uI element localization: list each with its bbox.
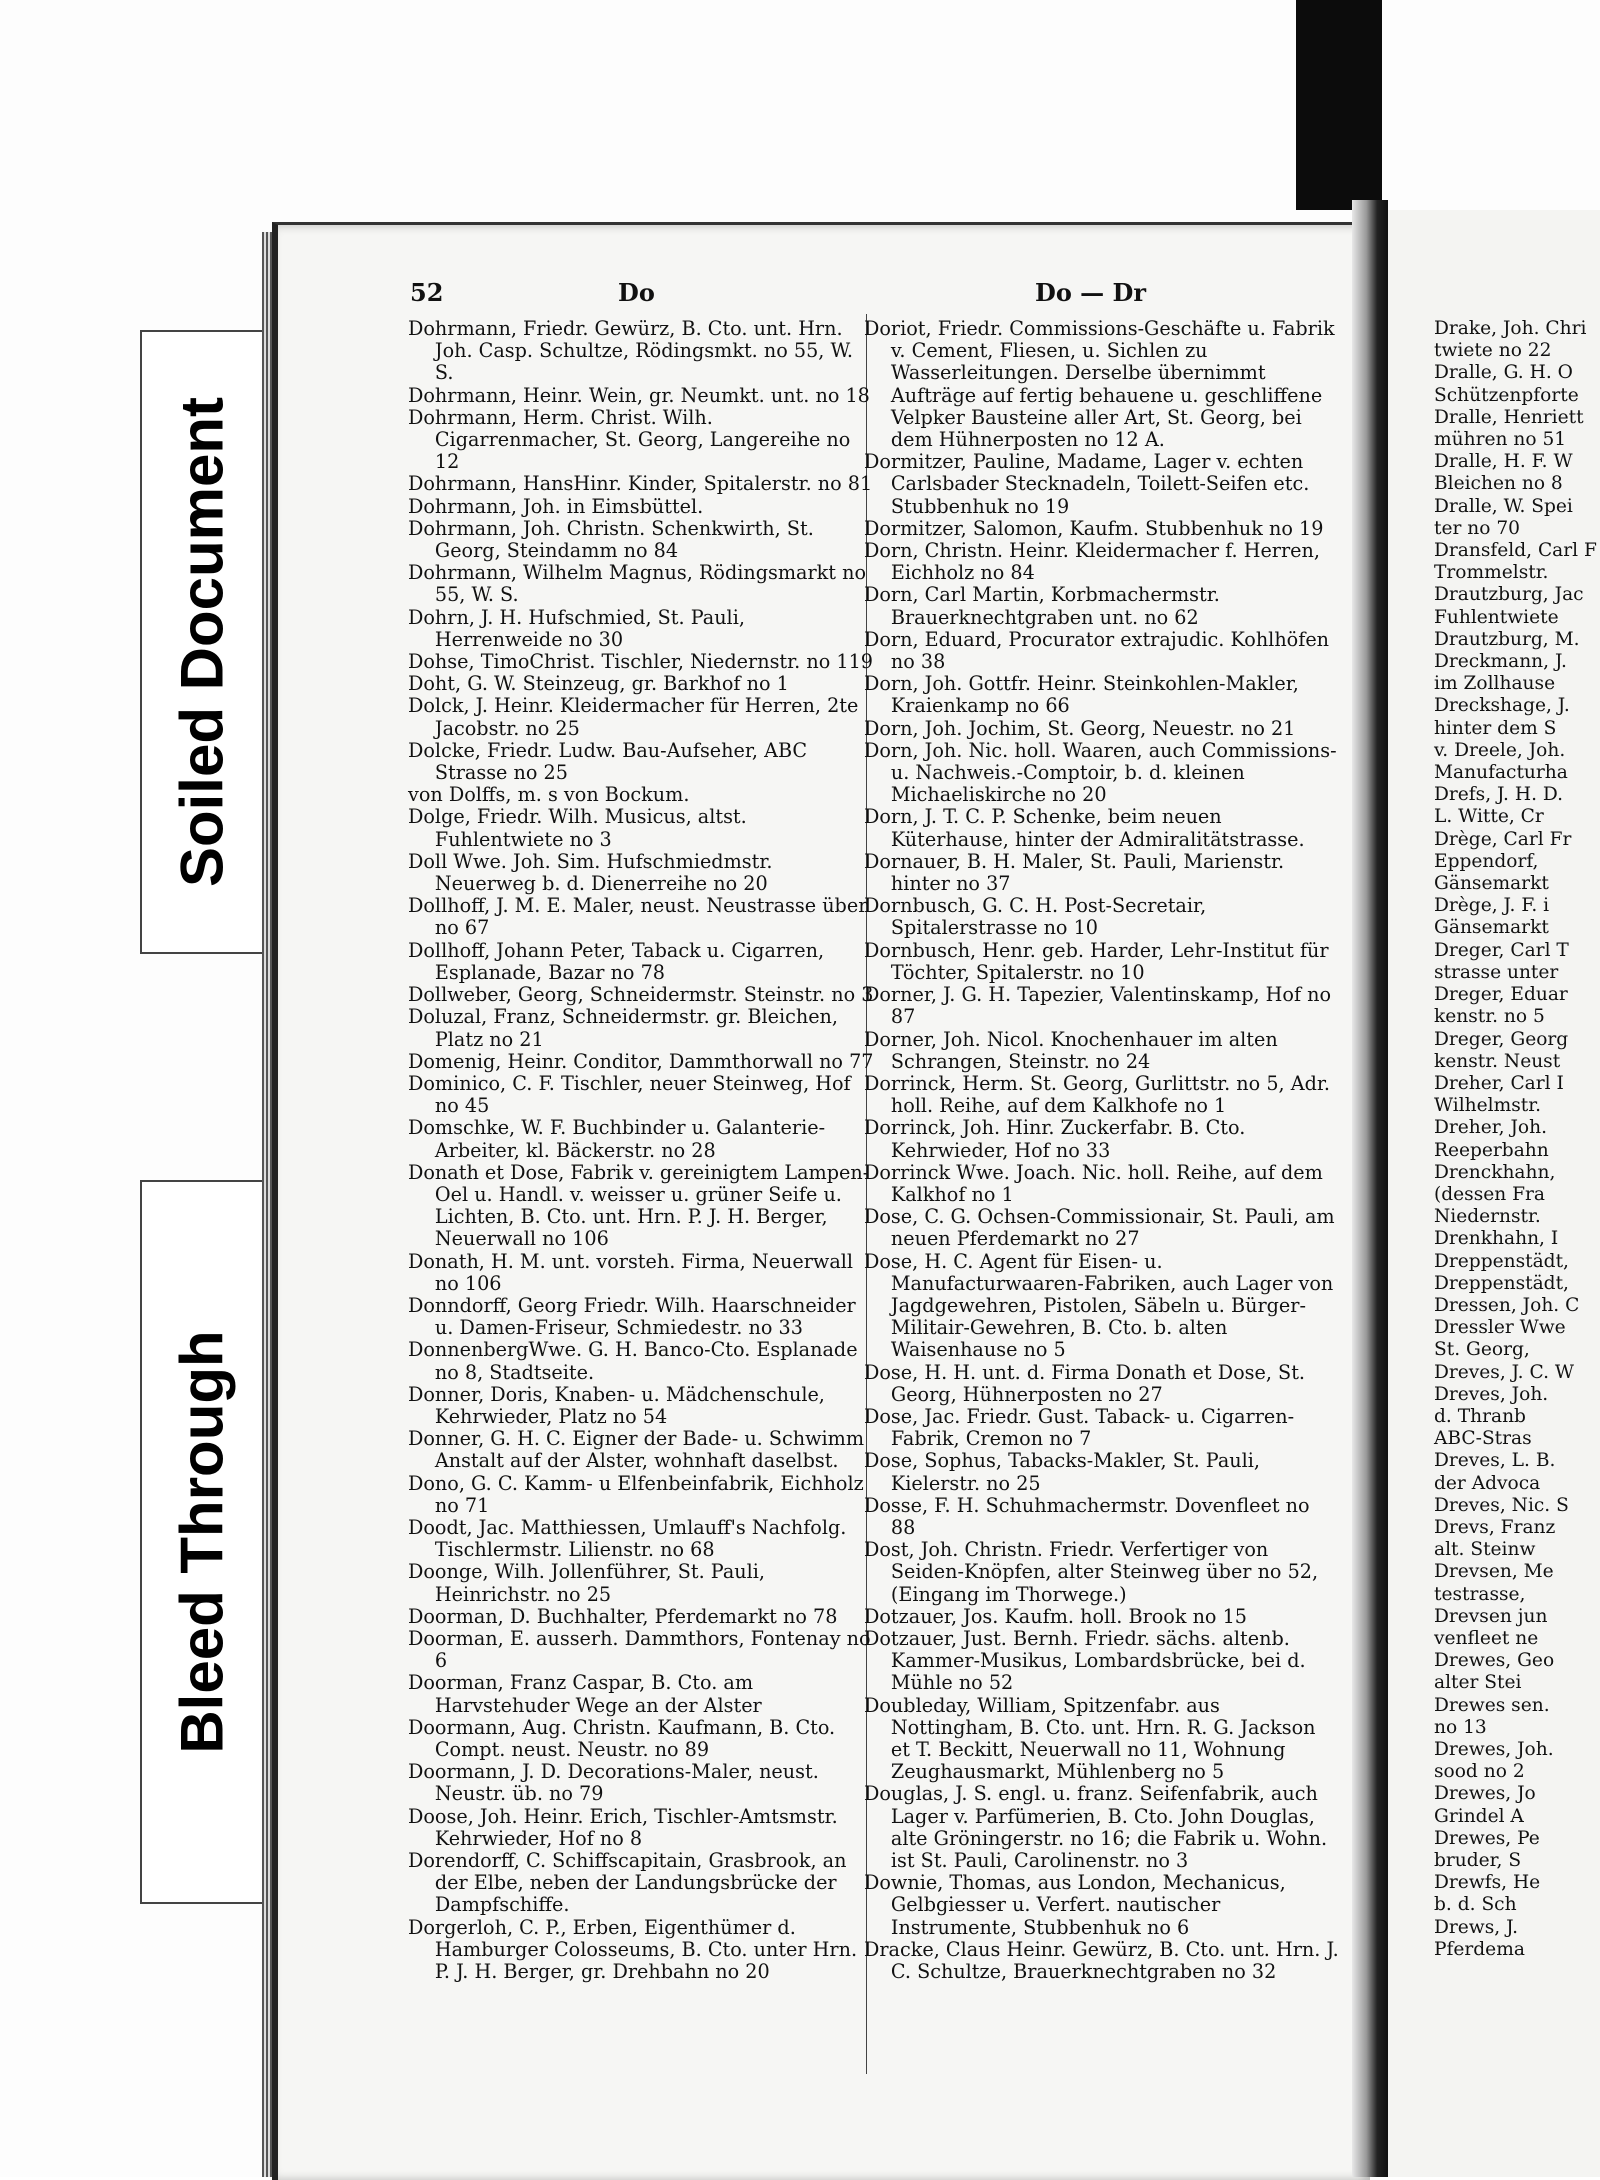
directory-entry: Dolge, Friedr. Wilh. Musicus, altst. Fuhlentwiete no 3	[408, 805, 747, 851]
directory-entry: Dose, C. G. Ochsen-Commissionair, St. Pauli, am neuen Pferdemarkt no 27	[864, 1205, 1335, 1251]
directory-entry: Reeperbahn	[1434, 1139, 1549, 1161]
directory-entry: Doht, G. W. Steinzeug, gr. Barkhof no 1	[408, 672, 789, 696]
directory-entry: alt. Steinw	[1434, 1539, 1536, 1561]
directory-entry: Drewes sen.	[1434, 1694, 1550, 1716]
directory-entry: b. d. Sch	[1434, 1894, 1517, 1916]
directory-entry: Dollhoff, Johann Peter, Taback u. Cigarren, Esplanade, Bazar no 78	[408, 938, 825, 984]
bleed-through-tab	[140, 1180, 264, 1904]
directory-entry: Dorn, J. T. C. P. Schenke, beim neuen Küterhause, hinter der Admiralitätstrasse.	[864, 805, 1305, 851]
directory-entry: Doodt, Jac. Matthiessen, Umlauff's Nachfolg. Tischlermstr. Lilienstr. no 68	[408, 1515, 847, 1562]
directory-entry: Dorgerloh, C. P., Erben, Eigenthümer d. Hamburger Colosseums, B. Cto. unter Hrn. P. J. H. Berger, gr. Drehbahn no 20	[408, 1915, 858, 1984]
directory-entry: Dorn, Christn. Heinr. Kleidermacher f. Herren, Eichholz no 84	[864, 539, 1320, 585]
directory-entry: Dreher, Carl I	[1434, 1072, 1564, 1094]
directory-entry: Dreves, Joh.	[1434, 1383, 1549, 1405]
directory-entry: hinter dem S	[1434, 717, 1557, 739]
directory-entry: DonnenbergWwe. G. H. Banco-Cto. Esplanade no 8, Stadtseite.	[408, 1338, 858, 1384]
directory-entry: Dorn, Eduard, Procurator extrajudic. Kohlhöfen no 38	[864, 627, 1330, 674]
directory-entry: Dose, H. C. Agent für Eisen- u. Manufacturwaaren-Fabriken, auch Lager von Jagdgewehren, Pistolen, Säbeln u. Bürger-Militair-Gewehren, B. Cto. b. alten Waisenhause no 5	[864, 1249, 1334, 1362]
directory-entry: Drevsen jun	[1434, 1605, 1548, 1627]
directory-entry: Dreves, L. B.	[1434, 1450, 1556, 1472]
directory-entry: kenstr. no 5	[1434, 1006, 1545, 1028]
directory-entry: Dracke, Claus Heinr. Gewürz, B. Cto. unt. Hrn. J. C. Schultze, Brauerknechtgraben no 32	[864, 1937, 1339, 1984]
directory-entry: Drevsen, Me	[1434, 1561, 1554, 1583]
directory-entry: Drenckhahn,	[1434, 1161, 1556, 1183]
left-column-head: Do	[618, 278, 655, 307]
directory-entry: Doorman, D. Buchhalter, Pferdemarkt no 78	[408, 1604, 838, 1628]
directory-entry: Drewfs, He	[1434, 1872, 1541, 1894]
directory-entry: Dominico, C. F. Tischler, neuer Steinweg, Hof no 45	[408, 1071, 851, 1118]
directory-entry: Dohrmann, Herm. Christ. Wilh. Cigarrenmacher, St. Georg, Langereihe no 12	[408, 405, 851, 474]
directory-entry: Drège, J. F. i	[1434, 895, 1550, 917]
directory-entry: Dreger, Eduar	[1434, 984, 1568, 1006]
directory-entry: Dreves, Nic. S	[1434, 1494, 1569, 1516]
soiled-document-tab	[140, 330, 264, 954]
directory-entry: Dorner, J. G. H. Tapezier, Valentinskamp, Hof no 87	[864, 983, 1332, 1029]
directory-entry: Dorrinck, Herm. St. Georg, Gurlittstr. no 5, Adr. holl. Reihe, auf dem Kalkhofe no 1	[864, 1071, 1331, 1118]
directory-entry: Doorman, Franz Caspar, B. Cto. am Harvstehuder Wege an der Alster	[408, 1671, 762, 1717]
directory-entry: Dreppenstädt,	[1434, 1272, 1569, 1294]
page-number: 52	[410, 278, 444, 307]
directory-entry: Pferdema	[1434, 1938, 1525, 1960]
directory-entry: Drews, J.	[1434, 1916, 1518, 1938]
directory-entry: venfleet ne	[1434, 1627, 1539, 1649]
directory-entry: Dressler Wwe	[1434, 1317, 1566, 1339]
directory-entry: Trommelstr.	[1434, 562, 1549, 584]
directory-entry: kenstr. Neust	[1434, 1050, 1561, 1072]
directory-entry: Donath et Dose, Fabrik v. gereinigtem Lampen-Oel u. Handl. v. weisser u. grüner Seife u. Lichten, B. Cto. unt. Hrn. P. J. H. Berger, Neuerwall no 106	[408, 1160, 870, 1251]
directory-entry: Dollweber, Georg, Schneidermstr. Steinstr. no 3	[408, 983, 874, 1007]
right-column-head: Do — Dr	[1035, 278, 1146, 307]
directory-entry: Dollhoff, J. M. E. Maler, neust. Neustrasse über no 67	[408, 894, 868, 940]
middle-column	[864, 318, 1340, 1983]
directory-entry: Dorn, Carl Martin, Korbmachermstr. Brauerknechtgraben unt. no 62	[864, 583, 1220, 629]
directory-entry: Drewes, Jo	[1434, 1783, 1536, 1805]
directory-entry: Drefs, J. H. D.	[1434, 784, 1564, 806]
directory-entry: Domenig, Heinr. Conditor, Dammthorwall no 77	[408, 1049, 874, 1073]
directory-entry: Doll Wwe. Joh. Sim. Hufschmiedmstr. Neuerweg b. d. Dienerreihe no 20	[408, 849, 773, 896]
directory-entry: v. Dreele, Joh.	[1434, 739, 1566, 761]
directory-entry: Dormitzer, Pauline, Madame, Lager v. echten Carlsbader Stecknadeln, Toilett-Seifen etc. Stubbenhuk no 19	[864, 450, 1310, 518]
directory-entry: Dohse, TimoChrist. Tischler, Niedernstr. no 119	[408, 650, 874, 674]
directory-entry: Donndorff, Georg Friedr. Wilh. Haarschneider u. Damen-Friseur, Schmiedestr. no 33	[408, 1293, 856, 1340]
directory-entry: Gänsemarkt	[1434, 917, 1549, 939]
directory-entry: Dreves, J. C. W	[1434, 1361, 1574, 1383]
directory-entry: Drautzburg, M.	[1434, 628, 1580, 650]
directory-entry: d. Thranb	[1434, 1405, 1526, 1427]
directory-entry: twiete no 22	[1434, 340, 1552, 362]
directory-entry: Doose, Joh. Heinr. Erich, Tischler-Amtsmstr. Kehrwieder, Hof no 8	[408, 1804, 838, 1850]
directory-entry: Dorn, Joh. Nic. holl. Waaren, auch Commissions- u. Nachweis.-Comptoir, b. d. kleinen Michaeliskirche no 20	[864, 738, 1337, 807]
directory-entry: Niedernstr.	[1434, 1206, 1541, 1228]
directory-entry: alter Stei	[1434, 1672, 1522, 1694]
directory-entry: der Advoca	[1434, 1472, 1541, 1494]
directory-entry: Dreppenstädt,	[1434, 1250, 1569, 1272]
directory-entry: Dorn, Joh. Gottfr. Heinr. Steinkohlen-Makler, Kraienkamp no 66	[864, 672, 1299, 718]
directory-entry: Dohrmann, Heinr. Wein, gr. Neumkt. unt. no 18	[408, 383, 870, 407]
directory-entry: mühren no 51	[1434, 429, 1567, 451]
directory-entry: Dralle, Henriett	[1434, 406, 1584, 428]
directory-entry: Downie, Thomas, aus London, Mechanicus, Gelbgiesser u. Verfert. nautischer Instrumente, Stubbenhuk no 6	[864, 1871, 1286, 1939]
book-binding-strip	[1296, 0, 1382, 210]
soiled-document-label: Soiled Document	[168, 396, 236, 888]
directory-entry: Dornbusch, Henr. geb. Harder, Lehr-Institut für Töchter, Spitalerstr. no 10	[864, 938, 1329, 984]
directory-entry: Dohrn, J. H. Hufschmied, St. Pauli, Herrenweide no 30	[408, 605, 745, 651]
directory-entry: Dorner, Joh. Nicol. Knochenhauer im alten Schrangen, Steinstr. no 24	[864, 1027, 1278, 1073]
directory-entry: Doubleday, William, Spitzenfabr. aus Nottingham, B. Cto. unt. Hrn. R. G. Jackson et T. Beckitt, Neuerwall no 11, Wohnung Zeughausmarkt, Mühlenberg no 5	[864, 1693, 1316, 1784]
directory-entry: Dreckmann, J.	[1434, 651, 1567, 673]
directory-entry: strasse unter	[1434, 961, 1559, 983]
directory-entry: Dose, Jac. Friedr. Gust. Taback- u. Cigarren-Fabrik, Cremon no 7	[864, 1404, 1295, 1451]
directory-entry: im Zollhause	[1434, 673, 1556, 695]
directory-entry: Dransfeld, Carl F	[1434, 540, 1597, 562]
directory-entry: Dorn, Joh. Jochim, St. Georg, Neuestr. no 21	[864, 716, 1296, 740]
directory-entry: Dohrmann, Joh. in Eimsbüttel.	[408, 494, 704, 518]
directory-entry: von Dolffs, m. s von Bockum.	[408, 783, 690, 807]
directory-entry: L. Witte, Cr	[1434, 806, 1544, 828]
directory-entry: Dose, Sophus, Tabacks-Makler, St. Pauli, Kielerstr. no 25	[864, 1449, 1260, 1495]
directory-entry: sood no 2	[1434, 1761, 1525, 1783]
directory-entry: Doluzal, Franz, Schneidermstr. gr. Bleichen, Platz no 21	[408, 1005, 839, 1051]
directory-entry: Dorendorff, C. Schiffscapitain, Grasbrook, an der Elbe, neben der Landungsbrücke der Dampfschiffe.	[408, 1849, 847, 1917]
directory-entry: St. Georg,	[1434, 1339, 1530, 1361]
directory-entry: Dormitzer, Salomon, Kaufm. Stubbenhuk no 19	[864, 516, 1324, 540]
directory-entry: Fuhlentwiete	[1434, 606, 1559, 628]
book-gutter	[1352, 200, 1388, 2177]
directory-entry: Drenkhahn, I	[1434, 1228, 1559, 1250]
directory-entry: testrasse,	[1434, 1583, 1526, 1605]
directory-entry: Drautzburg, Jac	[1434, 584, 1584, 606]
directory-entry: Doriot, Friedr. Commissions-Geschäfte u. Fabrik v. Cement, Fliesen, u. Sichlen zu Wasserleitungen. Derselbe übernimmt Aufträge auf fertig behauene u. geschliffene Velpker Bausteine aller Art, St. Georg, bei dem Hühnerposten no 12 A.	[864, 317, 1335, 452]
directory-entry: Wilhelmstr.	[1434, 1095, 1542, 1117]
directory-entry: Dolck, J. Heinr. Kleidermacher für Herren, 2te Jacobstr. no 25	[408, 694, 859, 740]
directory-entry: no 13	[1434, 1716, 1487, 1738]
directory-entry: Drewes, Joh.	[1434, 1739, 1554, 1760]
directory-entry: Dressen, Joh. C	[1434, 1294, 1580, 1316]
directory-entry: Domschke, W. F. Buchbinder u. Galanterie-Arbeiter, kl. Bäckerstr. no 28	[408, 1116, 826, 1162]
directory-entry: Grindel A	[1434, 1805, 1524, 1827]
directory-entry: Drevs, Franz	[1434, 1516, 1556, 1538]
directory-entry: Dorrinck, Joh. Hinr. Zuckerfabr. B. Cto. Kehrwieder, Hof no 33	[864, 1116, 1246, 1162]
right-column-partial	[1434, 318, 1600, 1961]
directory-entry: Dralle, G. H. O	[1434, 362, 1573, 384]
directory-entry: Dotzauer, Just. Bernh. Friedr. sächs. altenb. Kammer-Musikus, Lombardsbrücke, bei d. Mühle no 52	[864, 1626, 1306, 1695]
directory-entry: Dono, G. C. Kamm- u Elfenbeinfabrik, Eichholz no 71	[408, 1471, 864, 1517]
directory-entry: Gänsemarkt	[1434, 873, 1549, 895]
directory-entry: (dessen Fra	[1434, 1183, 1546, 1205]
directory-entry: Doorman, E. ausserh. Dammthors, Fontenay no 6	[408, 1626, 871, 1673]
directory-entry: ABC-Stras	[1434, 1428, 1532, 1450]
directory-entry: Drewes, Pe	[1434, 1827, 1540, 1849]
directory-entry: Douglas, J. S. engl. u. franz. Seifenfabrik, auch Lager v. Parfümerien, B. Cto. John Douglas, alte Gröningerstr. no 16; die Fabrik u. Wohn. ist St. Pauli, Carolinenstr. no 3	[864, 1782, 1328, 1873]
directory-entry: Dralle, W. Spei	[1434, 495, 1573, 517]
directory-entry: Donath, H. M. unt. vorsteh. Firma, Neuerwall no 106	[408, 1249, 854, 1295]
directory-entry: Dosse, F. H. Schuhmachermstr. Dovenfleet no 88	[864, 1493, 1310, 1539]
directory-entry: Dotzauer, Jos. Kaufm. holl. Brook no 15	[864, 1604, 1247, 1628]
page-edge	[262, 232, 272, 2177]
directory-entry: Dreger, Carl T	[1434, 939, 1569, 961]
directory-entry: Dohrmann, Joh. Christn. Schenkwirth, St. Georg, Steindamm no 84	[408, 516, 814, 563]
directory-entry: Doormann, J. D. Decorations-Maler, neust. Neustr. üb. no 79	[408, 1760, 819, 1806]
directory-entry: Bleichen no 8	[1434, 473, 1563, 495]
directory-entry: Dohrmann, Friedr. Gewürz, B. Cto. unt. Hrn. Joh. Casp. Schultze, Rödingsmkt. no 55, W. S.	[408, 317, 853, 385]
directory-entry: Donner, Doris, Knaben- u. Mädchenschule, Kehrwieder, Platz no 54	[408, 1382, 825, 1428]
directory-entry: bruder, S	[1434, 1850, 1522, 1872]
left-column	[408, 318, 876, 1983]
directory-entry: Dose, H. H. unt. d. Firma Donath et Dose, St. Georg, Hühnerposten no 27	[864, 1360, 1306, 1406]
directory-entry: Schützenpforte	[1434, 384, 1579, 406]
directory-entry: Drake, Joh. Chri	[1434, 318, 1587, 339]
directory-entry: Donner, G. H. C. Eigner der Bade- u. Schwimm Anstalt auf der Alster, wohnhaft daselbst.	[408, 1427, 865, 1473]
directory-entry: Eppendorf,	[1434, 850, 1539, 872]
directory-entry: Dohrmann, HansHinr. Kinder, Spitalerstr. no 81	[408, 472, 873, 496]
directory-entry: Dreckshage, J.	[1434, 695, 1570, 717]
directory-entry: Dohrmann, Wilhelm Magnus, Rödingsmarkt no 55, W. S.	[408, 561, 866, 607]
directory-entry: Dreher, Joh.	[1434, 1117, 1547, 1139]
directory-entry: Dralle, H. F. W	[1434, 451, 1573, 473]
directory-entry: Doonge, Wilh. Jollenführer, St. Pauli, Heinrichstr. no 25	[408, 1560, 765, 1606]
bleed-through-label: Bleed Through	[168, 1330, 236, 1754]
directory-entry: Dolcke, Friedr. Ludw. Bau-Aufseher, ABC Strasse no 25	[408, 738, 808, 785]
directory-entry: Dorrinck Wwe. Joach. Nic. holl. Reihe, auf dem Kalkhof no 1	[864, 1160, 1323, 1206]
directory-entry: Dornauer, B. H. Maler, St. Pauli, Marienstr. hinter no 37	[864, 849, 1285, 896]
directory-entry: Dornbusch, G. C. H. Post-Secretair, Spitalerstrasse no 10	[864, 894, 1207, 940]
directory-entry: Drège, Carl Fr	[1434, 828, 1572, 850]
directory-entry: Manufacturha	[1434, 762, 1568, 784]
directory-entry: Doormann, Aug. Christn. Kaufmann, B. Cto. Compt. neust. Neustr. no 89	[408, 1715, 836, 1761]
directory-entry: ter no 70	[1434, 517, 1521, 539]
directory-entry: Dost, Joh. Christn. Friedr. Verfertiger von Seiden-Knöpfen, alter Steinweg über no 52, (Eingang im Thorwege.)	[864, 1538, 1319, 1606]
directory-entry: Dreger, Georg	[1434, 1028, 1569, 1050]
directory-entry: Drewes, Geo	[1434, 1650, 1555, 1672]
